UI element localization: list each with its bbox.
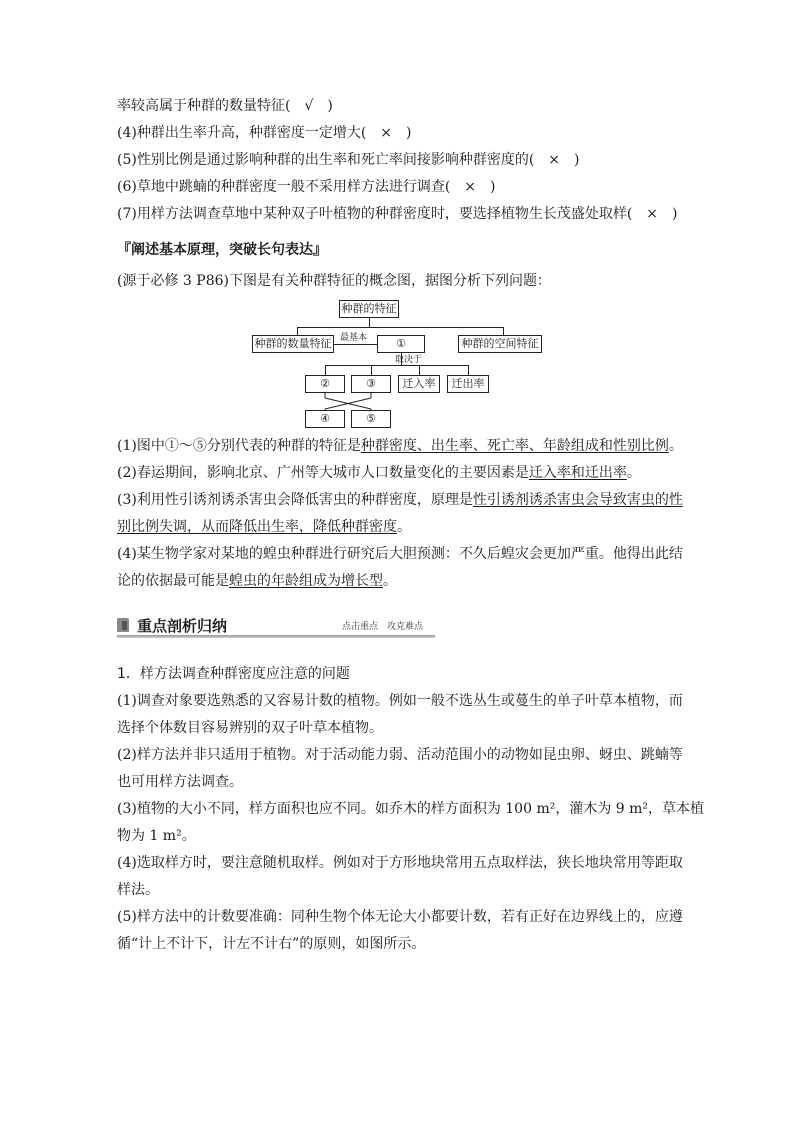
answer-2-prefix: (2)春运期间，影响北京、广州等大城市人口数量变化的主要因素是 bbox=[117, 465, 529, 481]
answer-4-prefix: 论的依据最可能是 bbox=[117, 573, 229, 589]
connector bbox=[371, 365, 372, 375]
key-point-line: 循“计上不计下，计左不计右”的原则，如图所示。 bbox=[117, 936, 426, 952]
answer-1-end: 。 bbox=[668, 438, 683, 454]
answer-3-key-part-2: 别比例失调，从而降低出生率，降低种群密度 bbox=[117, 519, 397, 535]
judgment-line-6: (6)草地中跳蝻的种群密度一般不采用样方法进行调查( × ) bbox=[117, 179, 496, 195]
answer-2-key: 迁入率和迁出率 bbox=[528, 465, 627, 481]
banner-title: 重点剖析归纳 bbox=[137, 617, 228, 635]
answer-3-end: 。 bbox=[397, 519, 411, 535]
answer-3-line-2 bbox=[117, 518, 411, 536]
answer-1-key: 种群密度、出生率、死亡率、年龄组成和性别比例 bbox=[360, 438, 669, 454]
answer-1-prefix: (1)图中①～⑤分别代表的种群的特征是 bbox=[117, 438, 361, 454]
question-intro: (源于必修 3 P86)下图是有关种群特征的概念图，据图分析下列问题： bbox=[117, 273, 551, 289]
key-point-line: 选择个体数目容易辨别的双子叶草本植物。 bbox=[117, 720, 383, 736]
answer-4-end: 。 bbox=[383, 573, 397, 589]
connector bbox=[369, 318, 370, 327]
answer-2 bbox=[117, 464, 641, 482]
diagram-node-2: ② bbox=[305, 375, 345, 393]
cross-connectors bbox=[300, 393, 400, 411]
diagram-node-3: ③ bbox=[351, 375, 391, 393]
judgment-line-4: (4)种群出生率升高，种群密度一定增大( × ) bbox=[117, 125, 412, 141]
diagram-immigration-node: 迁入率 bbox=[398, 375, 440, 393]
diagram-node-4: ④ bbox=[305, 410, 345, 428]
diagram-node-5: ⑤ bbox=[351, 410, 391, 428]
judgment-line-7: (7)用样方法调查草地中某种双子叶植物的种群密度时，要选择植物生长茂盛处取样( × ) bbox=[117, 206, 678, 222]
connector bbox=[334, 344, 377, 345]
section-heading bbox=[117, 240, 327, 260]
answer-4-key: 蝗虫的年龄组成为增长型 bbox=[229, 573, 383, 589]
answer-3-key-part-1: 性引诱剂诱杀害虫会导致害虫的性 bbox=[472, 492, 683, 508]
connector bbox=[297, 327, 503, 328]
banner-underline bbox=[117, 635, 435, 638]
key-analysis-banner bbox=[117, 618, 435, 638]
heading-close-bracket: 』 bbox=[313, 242, 327, 258]
heading-open-bracket: 『 bbox=[117, 242, 131, 258]
key-point-line: 物为 1 m²。 bbox=[117, 828, 196, 844]
key-point-line: (3)植物的大小不同，样方面积也应不同。如乔木的样方面积为 100 m²，灌木为 9 m²，草本植 bbox=[117, 801, 705, 817]
key-point-line: 样法。 bbox=[117, 882, 159, 898]
connector bbox=[503, 327, 504, 335]
key-point-line: (4)选取样方时，要注意随机取样。例如对于方形地块常用五点取样法，狭长地块常用等距取 bbox=[117, 855, 683, 871]
key-point-line: (5)样方法中的计数要准确：同种生物个体无论大小都要计数，若有正好在边界线上的，应遵 bbox=[117, 909, 683, 925]
connector bbox=[468, 365, 469, 375]
connector bbox=[297, 327, 298, 335]
key-point-line: (1)调查对象要选熟悉的又容易计数的植物。例如一般不选丛生或蔓生的单子叶草本植物，而 bbox=[117, 693, 683, 709]
key-point-line: (2)样方法并非只适用于植物。对于活动能力弱、活动范围小的动物如昆虫卵、蚜虫、跳蝻等 bbox=[117, 747, 683, 763]
key-points-title: 1．样方法调查种群密度应注意的问题 bbox=[117, 666, 350, 682]
diagram-node-1: ① bbox=[377, 335, 425, 353]
heading-text: 阐述基本原理，突破长句表达 bbox=[131, 242, 313, 258]
diagram-top-node: 种群的特征 bbox=[339, 300, 399, 318]
connector bbox=[325, 365, 326, 375]
judgment-line-3: 率较高属于种群的数量特征( √ ) bbox=[117, 98, 333, 114]
answer-4-line-1: (4)某生物学家对某地的蝗虫种群进行研究后大胆预测：不久后蝗灾会更加严重。他得出此结 bbox=[117, 546, 683, 562]
diagram-spatial-node: 种群的空间特征 bbox=[458, 335, 542, 353]
depends-on-label: 取决于 bbox=[395, 355, 423, 365]
answer-4-line-2 bbox=[117, 572, 397, 590]
answer-2-end: 。 bbox=[626, 465, 641, 481]
most-basic-label: 最基本 bbox=[340, 333, 368, 343]
banner-subtitle: 点击重点 攻克难点 bbox=[342, 622, 424, 632]
connector bbox=[419, 365, 420, 375]
answer-3-prefix: (3)利用性引诱剂诱杀害虫会降低害虫的种群密度，原理是 bbox=[117, 492, 473, 508]
key-point-line: 也可用样方法调查。 bbox=[117, 774, 243, 790]
diagram-quantity-node: 种群的数量特征 bbox=[252, 335, 334, 353]
answer-3-line-1 bbox=[117, 491, 683, 509]
answer-1 bbox=[117, 437, 683, 455]
connector bbox=[325, 365, 468, 366]
diagram-emigration-node: 迁出率 bbox=[447, 375, 489, 393]
judgment-line-5: (5)性别比例是通过影响种群的出生率和死亡率间接影响种群密度的( × ) bbox=[117, 152, 580, 168]
book-icon bbox=[117, 618, 129, 632]
